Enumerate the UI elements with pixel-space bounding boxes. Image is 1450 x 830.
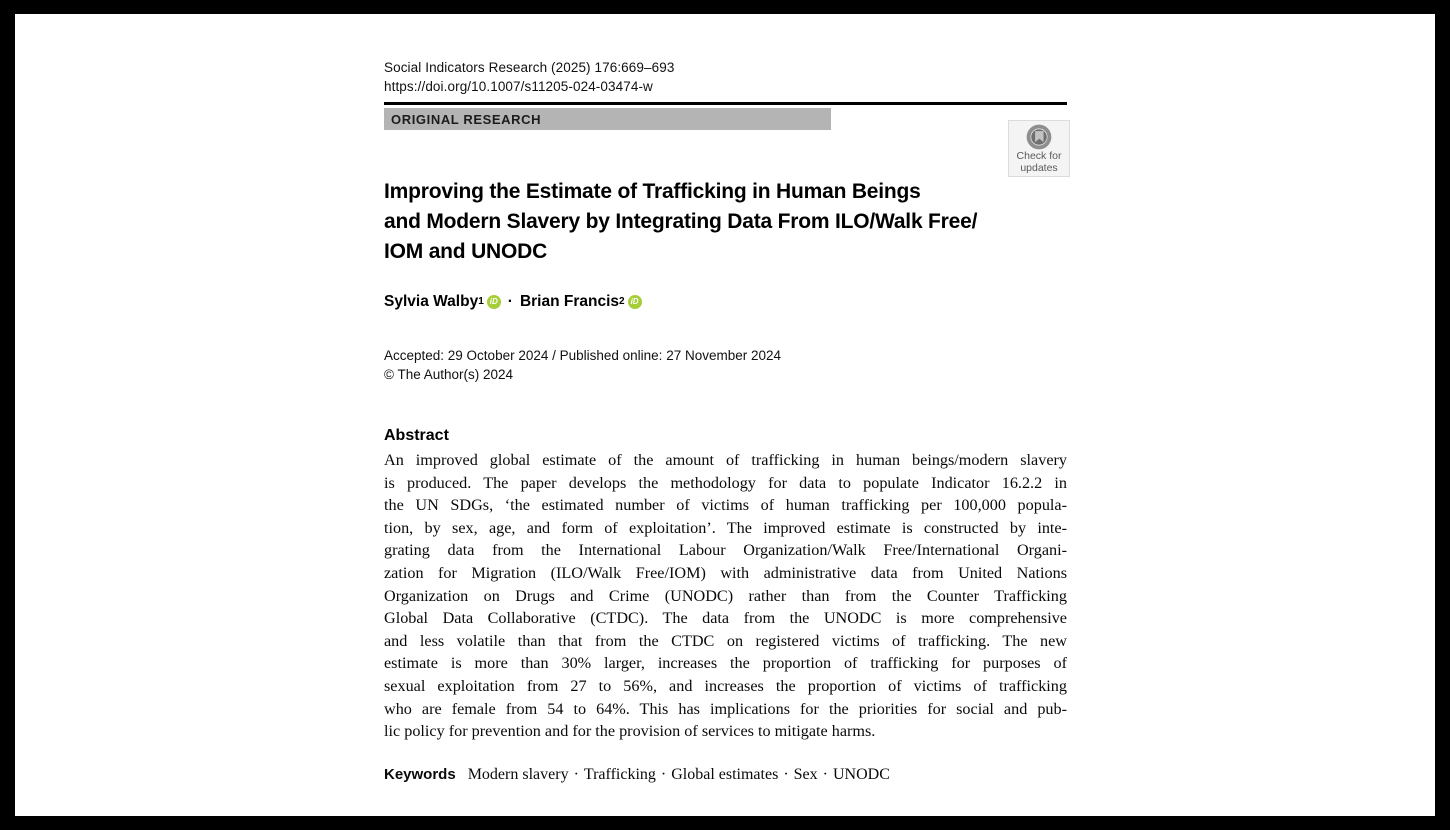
crossmark-icon xyxy=(1026,124,1052,150)
keywords-label: Keywords xyxy=(384,766,456,783)
orcid-icon-text: iD xyxy=(630,297,639,306)
keyword-item: Modern slavery xyxy=(467,766,569,783)
abstract-line: zation for Migration (ILO/Walk Free/IOM) with administrative data from United Nations xyxy=(384,563,1067,582)
abstract-line: sexual exploitation from 27 to 56%, and increases the proportion of victims of trafficking xyxy=(384,676,1067,695)
keyword-item: Global estimates xyxy=(671,766,779,783)
paper-title xyxy=(384,177,1067,267)
section-banner xyxy=(384,108,831,130)
title-line: IOM and UNODC xyxy=(384,240,548,263)
authors-row: Sylvia Walby 1 iD · Brian Francis 2 iD xyxy=(384,293,1067,311)
author-separator: · xyxy=(507,293,513,310)
abstract-line: Global Data Collaborative (CTDC). The data from the UNODC is more comprehensive xyxy=(384,609,1067,628)
abstract-line: Organization on Drugs and Crime (UNODC) rather than from the Counter Trafficking xyxy=(384,586,1067,605)
abstract-paragraph xyxy=(384,449,1067,743)
keyword-separator: · xyxy=(660,766,667,783)
abstract-line: grating data from the International Labour Organization/Walk Free/International Organi- xyxy=(384,541,1067,560)
abstract-line: estimate is more than 30% larger, increases the proportion of trafficking for purposes of xyxy=(384,654,1067,673)
orcid-icon-text: iD xyxy=(489,297,498,306)
orcid-icon[interactable] xyxy=(628,295,642,309)
abstract-line: and less volatile than that from the CTDC on registered victims of trafficking. The new xyxy=(384,631,1067,650)
paper-page xyxy=(15,14,1435,816)
keyword-separator: · xyxy=(783,766,789,783)
title-line: and Modern Slavery by Integrating Data From ILO/Walk Free/ xyxy=(384,210,978,233)
abstract-line: tion, by sex, age, and form of exploitation’. The improved estimate is constructed by inte- xyxy=(384,518,1067,537)
section-divider-rule xyxy=(384,102,1067,105)
publication-dates xyxy=(384,347,1067,384)
section-label: ORIGINAL RESEARCH xyxy=(391,111,542,127)
abstract-line: the UN SDGs, ‘the estimated number of victims of human trafficking per 100,000 popula- xyxy=(384,496,1067,515)
acceptance-line: Accepted: 29 October 2024 / Published online: 27 November 2024 xyxy=(384,348,782,363)
keyword-item: Trafficking xyxy=(583,766,656,783)
abstract-heading: Abstract xyxy=(384,427,449,444)
author-name: Brian Francis xyxy=(519,293,619,310)
orcid-icon[interactable] xyxy=(487,295,501,309)
doi-line: https://doi.org/10.1007/s11205-024-03474-w xyxy=(384,79,653,94)
abstract-line: lic policy for prevention and for the provision of services to mitigate harms. xyxy=(384,722,876,741)
copyright-line: © The Author(s) 2024 xyxy=(384,366,514,382)
abstract-line: who are female from 54 to 64%. This has implications for the priorities for social and pub- xyxy=(384,699,1067,718)
abstract-line: An improved global estimate of the amount of trafficking in human beings/modern slavery xyxy=(384,451,1067,469)
journal-citation xyxy=(384,58,1067,96)
title-line: Improving the Estimate of Trafficking in Human Beings xyxy=(384,180,921,203)
crossmark-label-line2: updates xyxy=(1020,162,1058,174)
keyword-item: Sex xyxy=(793,766,818,783)
crossmark-label-line1: Check for xyxy=(1016,150,1062,162)
keywords-row xyxy=(384,766,1067,784)
keyword-item: UNODC xyxy=(832,766,890,783)
journal-citation-line: Social Indicators Research (2025) 176:669–693 xyxy=(384,60,675,75)
keyword-separator: · xyxy=(573,766,579,783)
author-name: Sylvia Walby xyxy=(384,293,479,310)
abstract-line: is produced. The paper develops the methodology for data to populate Indicator 16.2.2 in xyxy=(384,473,1067,492)
keyword-separator: · xyxy=(822,766,828,783)
check-for-updates-badge[interactable] xyxy=(1008,120,1070,177)
